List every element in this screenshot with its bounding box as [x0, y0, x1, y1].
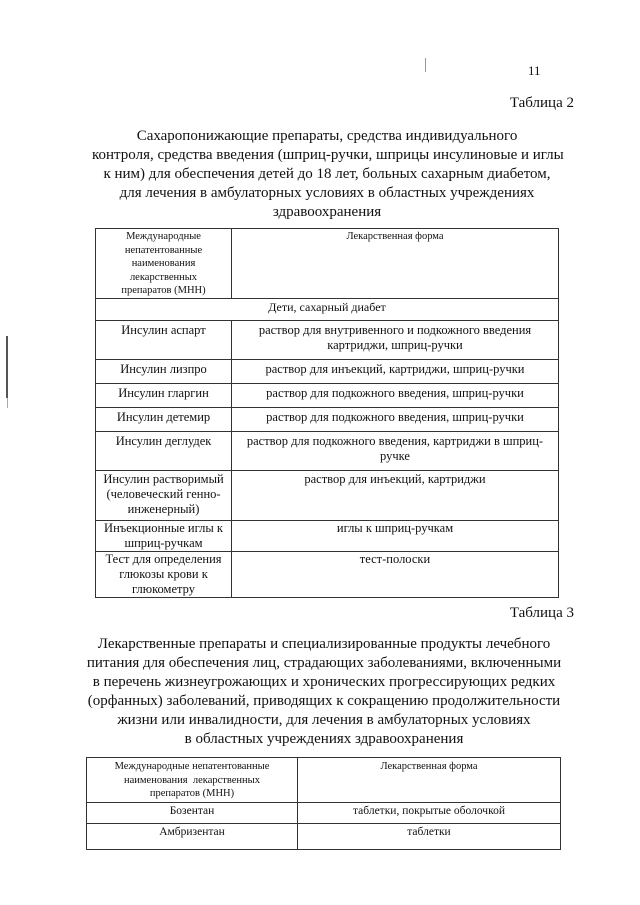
dosage-form: раствор для инъекций, картриджи	[232, 470, 559, 520]
table-row	[96, 551, 559, 597]
table-row	[87, 824, 561, 850]
header-line: лекарственных	[129, 271, 198, 283]
table2-title	[92, 127, 562, 222]
table-row	[87, 803, 561, 824]
table-row	[96, 407, 559, 431]
section-row	[96, 298, 559, 320]
table-row	[96, 431, 559, 470]
name-line: шприц-ручкам	[124, 535, 203, 550]
table2	[95, 228, 559, 598]
header-line: препаратов (МНН)	[149, 788, 235, 799]
dosage-form: иглы к шприц-ручкам	[232, 520, 559, 551]
table-row	[96, 470, 559, 520]
table-row	[96, 320, 559, 359]
header-line: наименования лекарственных	[124, 774, 260, 786]
table-row	[96, 359, 559, 383]
dosage-form	[232, 431, 559, 470]
name-line: Инъекционные иглы к	[104, 520, 223, 535]
table3-label: Таблица 3	[509, 605, 574, 621]
name-line: Тест для определения	[105, 551, 222, 566]
header-line: наименования	[131, 258, 196, 269]
form-line: картриджи, шприц-ручки	[327, 337, 463, 352]
name-line: инженерный)	[127, 501, 200, 516]
name-line: Инсулин растворимый	[103, 471, 224, 486]
form-line: ручке	[380, 448, 410, 463]
table-header-row	[87, 758, 561, 803]
title-line: к ним) для обеспечения детей до 18 лет, больных сахарным диабетом,	[103, 166, 551, 182]
header-line: Международные непатентованные	[114, 761, 270, 772]
header-dosage-form: Лекарственная форма	[298, 758, 561, 803]
header-line: препаратов (МНН)	[121, 285, 206, 296]
title-line: в областных учреждениях здравоохранения	[184, 731, 464, 747]
drug-name: Инсулин лизпро	[96, 359, 232, 383]
page-number: 11	[528, 63, 541, 78]
drug-name: Бозентан	[87, 803, 298, 824]
header-inn	[87, 758, 298, 803]
table-row	[96, 520, 559, 551]
dosage-form: раствор для подкожного введения, шприц-ручки	[232, 383, 559, 407]
drug-name: Инсулин гларгин	[96, 383, 232, 407]
section-title: Дети, сахарный диабет	[96, 298, 559, 320]
table2-label: Таблица 2	[509, 95, 574, 111]
drug-name: Инсулин деглудек	[96, 431, 232, 470]
drug-name	[96, 470, 232, 520]
name-line: (человеческий генно-	[106, 486, 221, 501]
title-line: жизни или инвалидности, для лечения в амбулаторных условиях	[117, 712, 531, 728]
scan-artifact	[6, 336, 8, 398]
name-line: глюкометру	[132, 581, 195, 596]
dosage-form	[232, 320, 559, 359]
drug-name: Инсулин аспарт	[96, 320, 232, 359]
header-line: Международные	[126, 231, 201, 242]
drug-name: Инсулин детемир	[96, 407, 232, 431]
scan-artifact	[7, 398, 8, 408]
drug-name: Амбризентан	[87, 824, 298, 850]
form-line: раствор для внутривенного и подкожного введения	[258, 322, 532, 337]
name-line: глюкозы крови к	[119, 566, 208, 581]
title-line: здравоохранения	[272, 204, 382, 220]
dosage-form: раствор для инъекций, картриджи, шприц-ручки	[232, 359, 559, 383]
title-line: Сахаропонижающие препараты, средства индивидуального	[136, 128, 518, 144]
title-line: в перечень жизнеугрожающих и хронических прогрессирующих редких	[92, 674, 556, 690]
title-line: (орфанных) заболеваний, приводящих к сокращению продолжительности	[87, 693, 561, 709]
table-row	[96, 383, 559, 407]
title-line: контроля, средства введения (шприц-ручки, шприцы инсулиновые и иглы	[92, 147, 564, 163]
scan-artifact	[425, 58, 426, 72]
title-line: для лечения в амбулаторных условиях в областных учреждениях	[119, 185, 535, 201]
table-header-row	[96, 229, 559, 299]
title-line: питания для обеспечения лиц, страдающих заболеваниями, включенными	[86, 655, 562, 671]
drug-name	[96, 551, 232, 597]
form-line: раствор для подкожного введения, картриджи в шприц-	[246, 433, 544, 448]
header-line: непатентованные	[124, 244, 203, 256]
dosage-form: раствор для подкожного введения, шприц-ручки	[232, 407, 559, 431]
table3	[86, 757, 561, 850]
dosage-form: тест-полоски	[232, 551, 559, 597]
table3-title	[86, 635, 562, 749]
dosage-form: таблетки, покрытые оболочкой	[298, 803, 561, 824]
header-dosage-form: Лекарственная форма	[232, 229, 559, 299]
title-line: Лекарственные препараты и специализированные продукты лечебного	[97, 636, 551, 652]
drug-name	[96, 520, 232, 551]
dosage-form: таблетки	[298, 824, 561, 850]
header-inn	[96, 229, 232, 299]
